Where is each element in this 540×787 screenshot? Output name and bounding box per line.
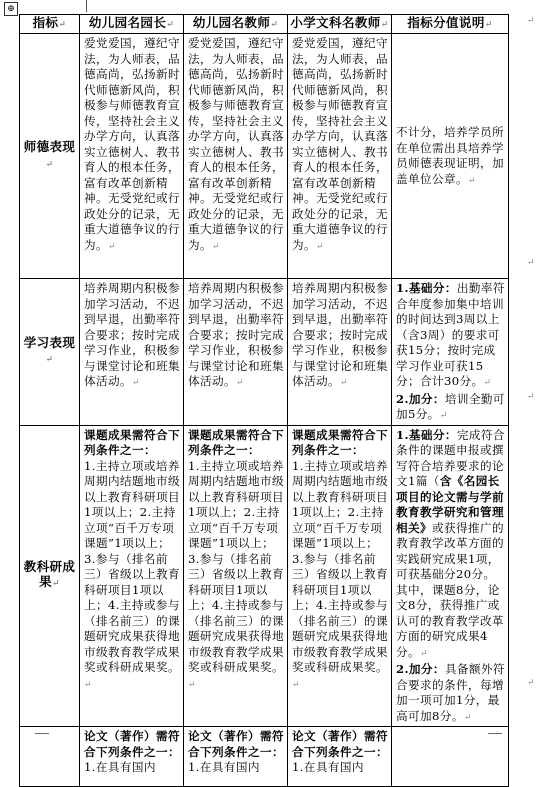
papers-primary-cell: 论文（著作）需符合下列条件之一： 1.在具有国内 — [288, 727, 392, 787]
table-row-learning — [20, 279, 509, 426]
ethics-teacher-cell: 爱党爱国，遵纪守法，为人师表，品德高尚，弘扬新时代师德新风尚，积极参与师德教育宣传，坚持社会主义办学方向，认真落实立德树人、教书育人的根本任务，富有改革创新精神。无受党纪或行政处分的记录，无重大道德争议的行为。↵ — [184, 34, 288, 279]
research-principal-cell: 课题成果需符合下列条件之一： 1.主持立项或培养周期内结题地市级以上教育科研项目1项以上；2.主持立项“百千万专项课题”1项以上；3.参与（排名前三）省级以上教育科研项目1项以上；4.主持或参与（排名前三）的课题研究成果获得地市级教育教学成果奖或科研成果奖。↵ — [80, 425, 184, 727]
row-end-mark: ↵ — [527, 258, 535, 268]
table-header-row — [20, 15, 509, 34]
learning-primary-cell: 培养周期内积极参加学习活动，不迟到早退，出勤率符合要求；按时完成学习作业，积极参与课堂讨论和班集体活动。↵ — [288, 279, 392, 426]
header-kindergarten-teacher: 幼儿园名教师↵ — [184, 15, 288, 34]
header-score-description: 指标分值说明↵ — [392, 15, 509, 34]
row-label-research: 教科研成果↵ — [20, 425, 80, 727]
table-move-handle-icon[interactable]: ⊕ — [4, 2, 18, 16]
row-end-mark: ↵ — [527, 678, 535, 688]
table-row-papers — [20, 727, 509, 787]
ethics-principal-cell: 爱党爱国，遵纪守法，为人师表，品德高尚，弘扬新时代师德新风尚，积极参与师德教育宣传，坚持社会主义办学方向，认真落实立德树人、教书育人的根本任务，富有改革创新精神。无受党纪或行政处分的记录，无重大道德争议的行为。↵ — [80, 34, 184, 279]
learning-note-cell: 1.基础分：出勤率符合年度参加集中培训的时间达到3周以上（含3周）的要求可获15分；按时完成学习作业可获15分；合计30分。↵ 2.加分：培训全勤可加5分。↵ — [392, 279, 509, 426]
row-label-learning: 学习表现↵ — [20, 279, 80, 426]
table-row-research — [20, 425, 509, 727]
header-indicator: 指标↵ — [20, 15, 80, 34]
research-teacher-cell: 课题成果需符合下列条件之一： 1.主持立项或培养周期内结题地市级以上教育科研项目1项以上；2.主持立项“百千万专项课题”1项以上；3.参与（排名前三）省级以上教育科研项目1项以上；4.主持或参与（排名前三）的课题研究成果获得地市级教育教学成果奖或科研成果奖。↵ — [184, 425, 288, 727]
learning-principal-cell: 培养周期内积极参加学习活动，不迟到早退，出勤率符合要求；按时完成学习作业，积极参与课堂讨论和班集体活动。↵ — [80, 279, 184, 426]
row-end-mark: ↵ — [527, 392, 535, 402]
papers-teacher-cell: 论文（著作）需符合下列条件之一： 1.在具有国内 — [184, 727, 288, 787]
header-primary-arts-teacher: 小学文科名教师↵ — [288, 15, 392, 34]
papers-note-cell — [392, 727, 509, 787]
papers-principal-cell: 论文（著作）需符合下列条件之一： 1.在具有国内 — [80, 727, 184, 787]
research-note-cell: 1.基础分：完成符合条件的课题申报或撰写符合培养要求的论文1篇（含《名园长项目的论文需与学前教育教学研究和管理相关》或获得推广的教育教学改革方面的实践研究成果1项，可获基础分20分。其中，课题8分，论文8分，获得推广或认可的教育教学改革方面的研究成果4分。↵ 2.加分：具备额外符合要求的条件，每增加一项可加1分，最高可加8分。↵ — [392, 425, 509, 727]
header-kindergarten-principal: 幼儿园名园长↵ — [80, 15, 184, 34]
row-label-ethics: 师德表现↵ — [20, 34, 80, 279]
row-label-papers — [20, 727, 80, 787]
ethics-note-cell: 不计分，培养学员所在单位需出具培养学员师德表现证明，加盖单位公章。↵ — [392, 34, 509, 279]
ethics-primary-cell: 爱党爱国，遵纪守法，为人师表，品德高尚，弘扬新时代师德新风尚，积极参与师德教育宣传，坚持社会主义办学方向，认真落实立德树人、教书育人的根本任务，富有改革创新精神。无受党纪或行政处分的记录，无重大道德争议的行为。↵ — [288, 34, 392, 279]
learning-teacher-cell: 培养周期内积极参加学习活动，不迟到早退，出勤率符合要求；按时完成学习作业，积极参与课堂讨论和班集体活动。↵ — [184, 279, 288, 426]
row-end-mark: ↵ — [527, 16, 535, 26]
evaluation-table — [19, 14, 509, 787]
research-primary-cell: 课题成果需符合下列条件之一： 1.主持立项或培养周期内结题地市级以上教育科研项目1项以上；2.主持立项“百千万专项课题”1项以上；3.参与（排名前三）省级以上教育科研项目1项以上；4.主持或参与（排名前三）的课题研究成果获得地市级教育教学成果奖或科研成果奖。↵ — [288, 425, 392, 727]
cursor-marker — [86, 0, 87, 12]
table-row-ethics — [20, 34, 509, 279]
